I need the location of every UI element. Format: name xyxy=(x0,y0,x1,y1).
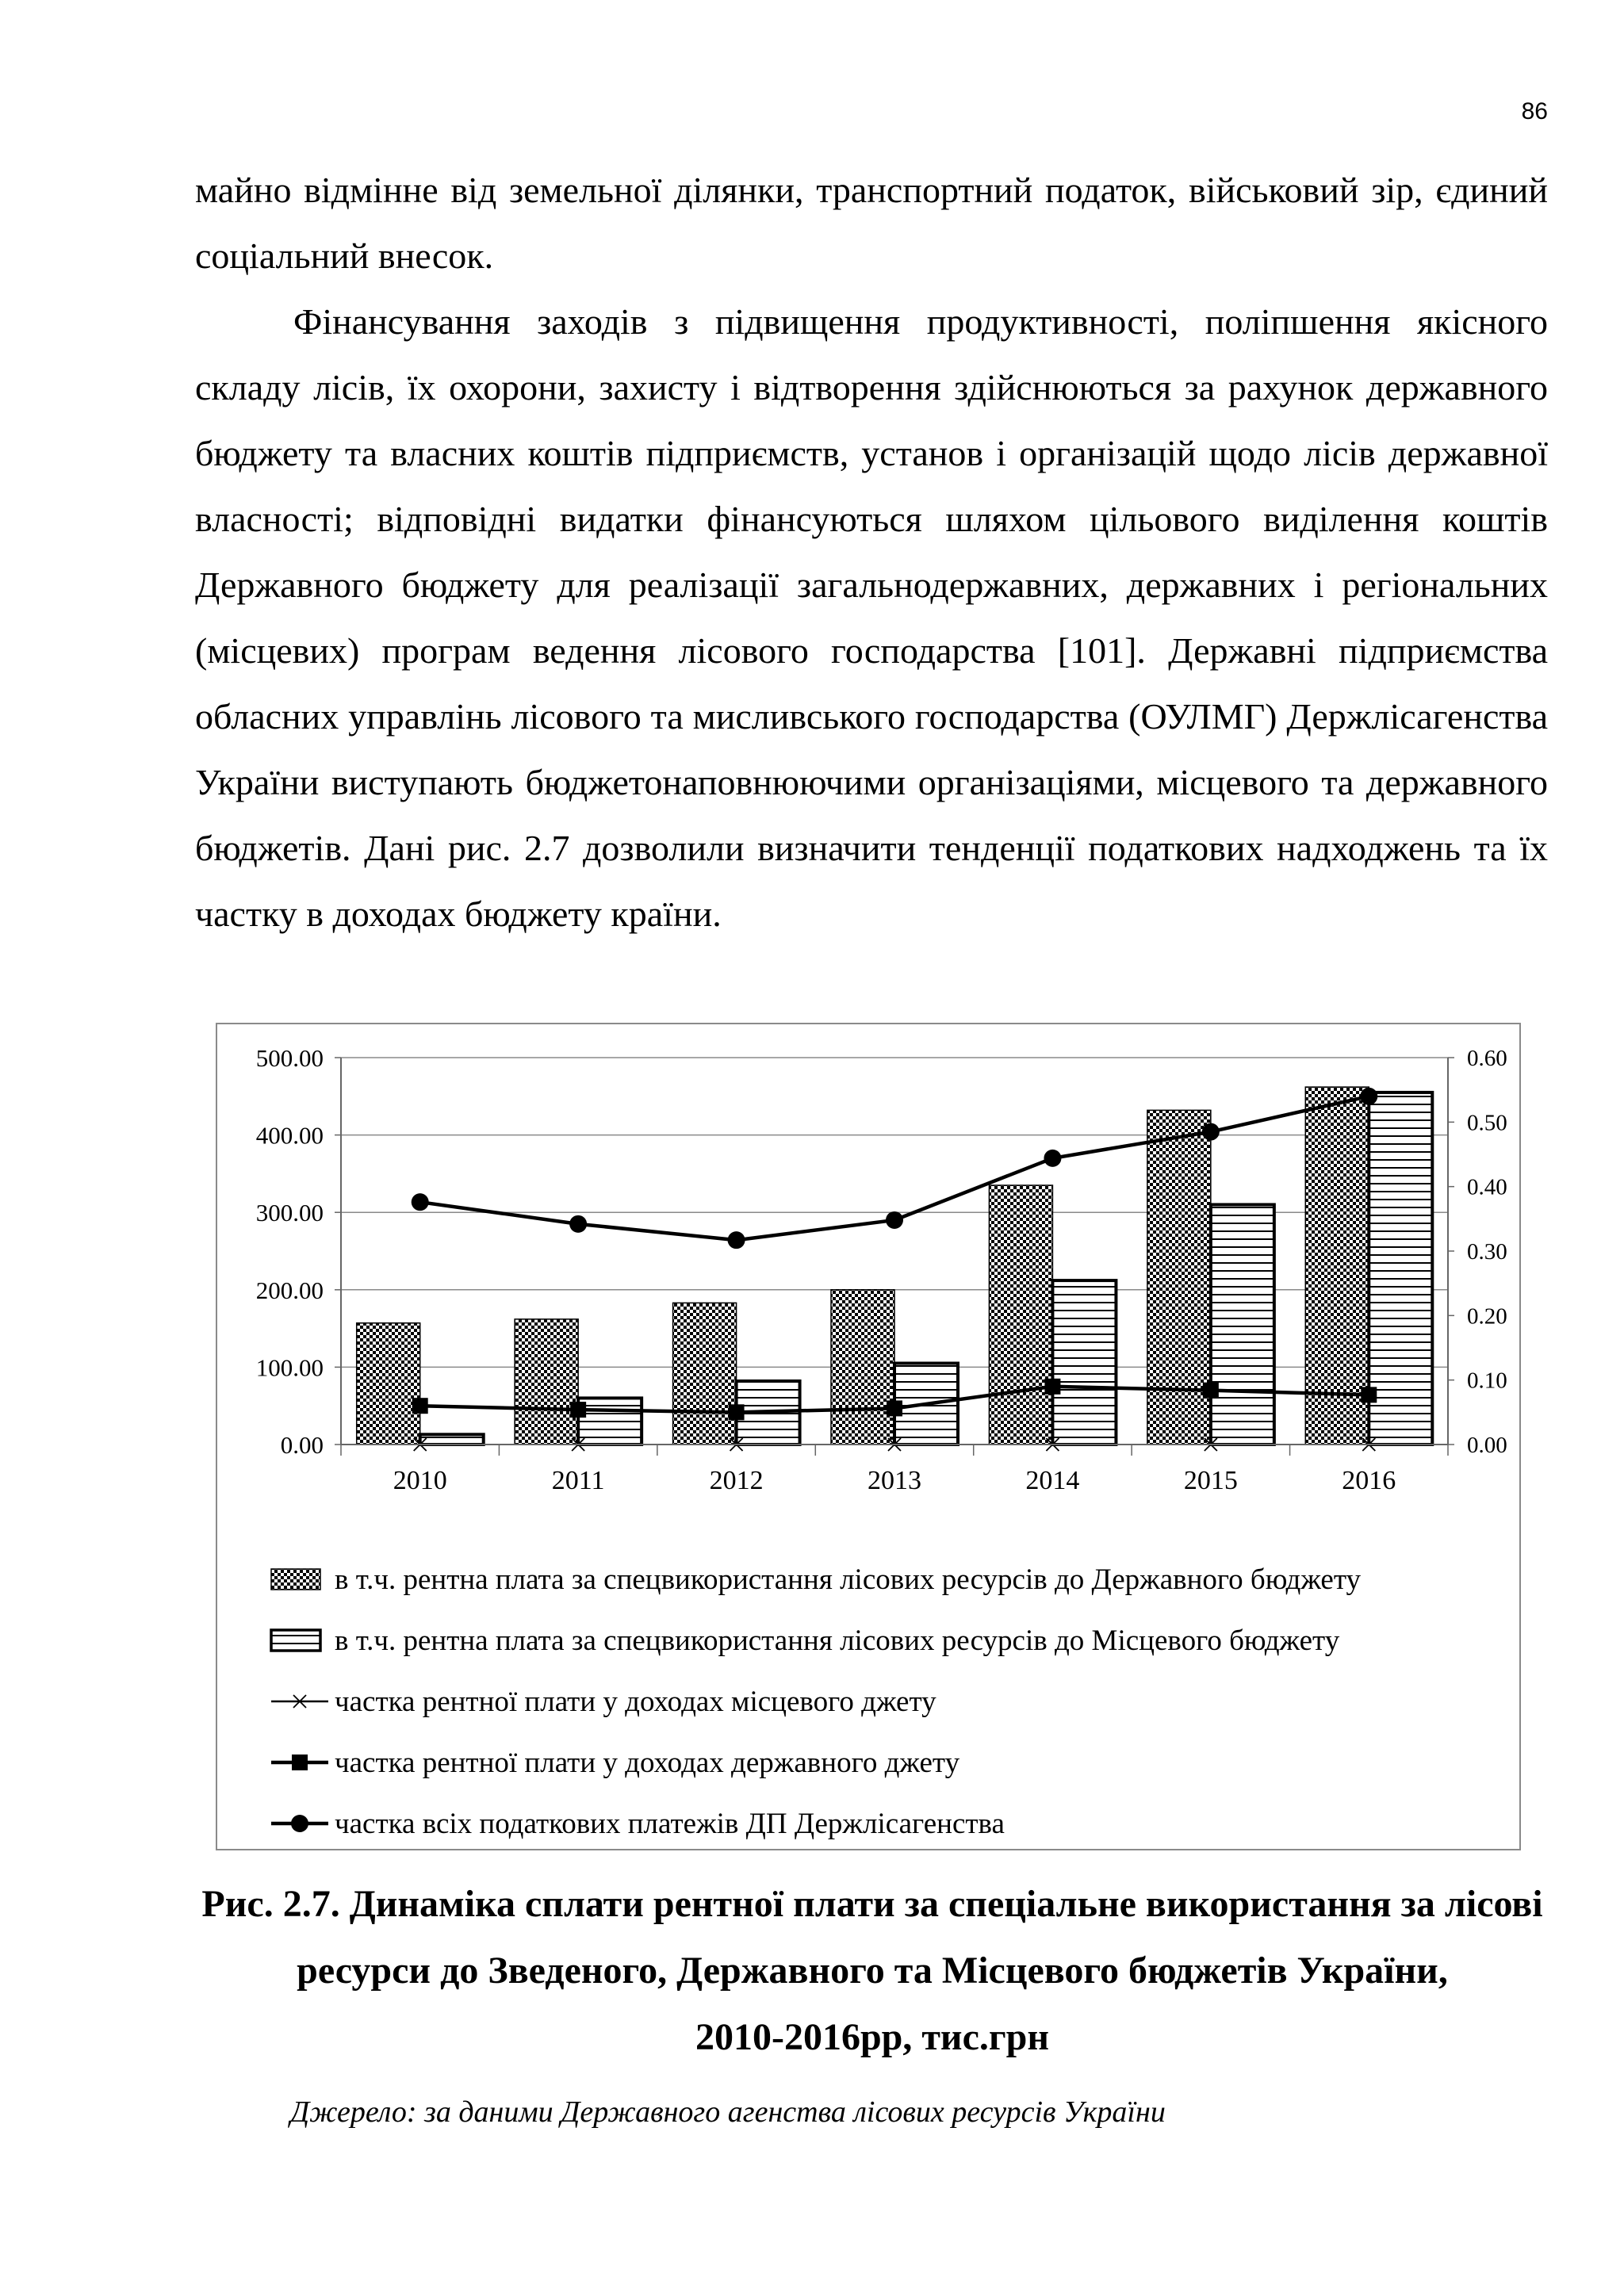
marker-square xyxy=(412,1398,428,1414)
y-right-tick-label: 0.60 xyxy=(1467,1046,1507,1071)
x-tick-label: 2011 xyxy=(551,1466,605,1495)
bar-state-budget xyxy=(989,1185,1052,1445)
marker-circle xyxy=(1202,1123,1220,1141)
y-left-tick-label: 300.00 xyxy=(255,1199,324,1227)
page-number: 86 xyxy=(1521,98,1548,124)
figure-caption xyxy=(159,1871,1586,2071)
y-right-tick-label: 0.40 xyxy=(1467,1174,1507,1200)
legend-item xyxy=(271,1808,1005,1840)
marker-circle xyxy=(291,1815,308,1832)
y-right-tick-label: 0.50 xyxy=(1467,1110,1507,1136)
bar-local-budget xyxy=(578,1398,642,1445)
legend-label: частка рентної плати у доходах державного джету xyxy=(335,1747,960,1779)
bar-state-budget xyxy=(1147,1110,1211,1445)
marker-square xyxy=(570,1402,586,1418)
caption-line-3: 2010-2016рр, тис.грн xyxy=(695,2016,1050,2058)
paragraph-1: майно відмінне від земельної ділянки, транспортний податок, військовий зір, єдиний соціальний внесок. xyxy=(195,170,1548,276)
legend-label: частка всіх податкових платежів ДП Держлісагенства xyxy=(335,1808,1005,1840)
x-tick-label: 2016 xyxy=(1342,1466,1396,1495)
legend-swatch xyxy=(271,1630,320,1651)
marker-square xyxy=(292,1755,308,1770)
y-left-tick-label: 500.00 xyxy=(255,1044,324,1072)
legend-label: в т.ч. рентна плата за спецвикористання лісових ресурсів до Місцевого бюджету xyxy=(335,1624,1340,1657)
marker-circle xyxy=(1044,1150,1061,1167)
paragraph-2: Фінансування заходів з підвищення продуктивності, поліпшення якісного складу лісів, їх охорони, захисту і відтворення здійснюються за рахунок державного бюджету та власних коштів підприємств, установ і організацій щодо лісів державної власності; відповідні видатки фінансуються шляхом цільового виділення коштів Державного бюджету для реалізації загальнодержавних, державних і регіональних (місцевих) програм ведення лісового господарства [101]. Державні підприємства обласних управлінь лісового та мисливського господарства (ОУЛМГ) Держлісагенства України виступають бюджетонаповнюючими організаціями, місцевого та державного бюджетів. Дані рис. 2.7 дозволили визначити тенденції податкових надходжень та їх частку в доходах бюджету країни. xyxy=(195,301,1548,934)
source-note: Джерело: за даними Державного агенства лісових ресурсів України xyxy=(290,2095,1166,2129)
legend-item xyxy=(271,1686,936,1718)
bar-state-budget xyxy=(673,1303,737,1445)
x-tick-label: 2013 xyxy=(868,1466,921,1495)
marker-circle xyxy=(886,1211,903,1229)
y-right-tick-label: 0.20 xyxy=(1467,1303,1507,1330)
marker-square xyxy=(1361,1387,1377,1402)
legend-item xyxy=(271,1747,960,1779)
marker-circle xyxy=(1360,1088,1377,1105)
chart-frame xyxy=(216,1023,1521,1850)
y-right-tick-label: 0.00 xyxy=(1467,1433,1507,1458)
y-right-tick-label: 0.10 xyxy=(1467,1368,1507,1394)
bar-state-budget xyxy=(357,1323,420,1445)
x-tick-label: 2012 xyxy=(709,1466,764,1495)
bar-local-budget xyxy=(1211,1204,1274,1445)
x-tick-label: 2014 xyxy=(1025,1466,1080,1495)
bar-local-budget xyxy=(420,1434,484,1445)
bar-local-budget xyxy=(1369,1093,1432,1445)
y-left-tick-label: 100.00 xyxy=(255,1353,324,1382)
bar-local-budget xyxy=(1052,1280,1116,1445)
chart xyxy=(217,1024,1522,1852)
marker-circle xyxy=(569,1215,587,1233)
legend-item xyxy=(271,1624,1340,1657)
legend-label: в т.ч. рентна плата за спецвикористання лісових ресурсів до Державного бюджету xyxy=(335,1563,1362,1596)
marker-square xyxy=(1203,1383,1219,1399)
legend-label: частка рентної плати у доходах місцевого джету xyxy=(335,1686,936,1718)
caption-line-1: Рис. 2.7. Динаміка сплати рентної плати за спеціальне використання за лісові xyxy=(201,1883,1543,1925)
y-right-tick-label: 0.30 xyxy=(1467,1239,1507,1265)
caption-line-2: ресурси до Зведеного, Державного та Місцевого бюджетів України, xyxy=(297,1950,1448,1992)
bar-state-budget xyxy=(1305,1087,1369,1445)
legend-item xyxy=(271,1563,1362,1596)
y-left-tick-label: 400.00 xyxy=(255,1121,324,1150)
y-left-tick-label: 0.00 xyxy=(280,1431,324,1459)
x-tick-label: 2015 xyxy=(1183,1466,1238,1495)
y-left-tick-label: 200.00 xyxy=(255,1276,324,1304)
legend-swatch xyxy=(271,1569,320,1590)
marker-circle xyxy=(412,1193,429,1211)
marker-circle xyxy=(728,1231,745,1249)
bar-state-budget xyxy=(831,1290,894,1445)
marker-square xyxy=(887,1400,902,1416)
marker-square xyxy=(729,1404,745,1420)
marker-square xyxy=(1044,1379,1060,1395)
x-tick-label: 2010 xyxy=(393,1466,447,1495)
bar-state-budget xyxy=(515,1319,578,1445)
body-text xyxy=(195,157,1548,947)
